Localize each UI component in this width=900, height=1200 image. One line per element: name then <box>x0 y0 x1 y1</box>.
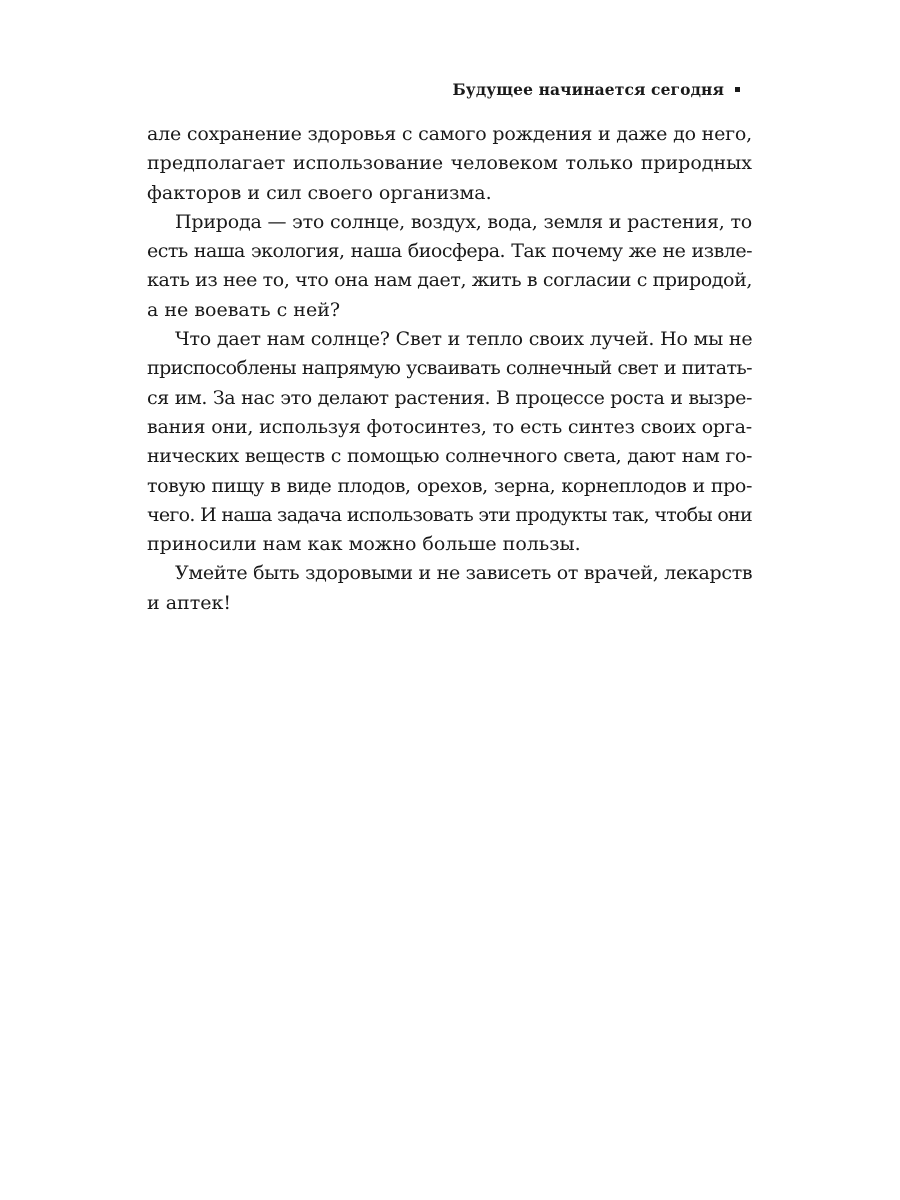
text-line: Что дает нам солнце? Свет и тепло своих лучей. Но мы не <box>175 328 753 351</box>
text-line: Умейте быть здоровыми и не зависеть от врачей, лекарств <box>175 562 753 585</box>
text-line: нических веществ с помощью солнечного света, дают нам го- <box>147 445 752 468</box>
body-text <box>147 120 752 618</box>
running-title: Будущее начинается сегодня <box>452 80 724 99</box>
text-line: але сохранение здоровья с самого рождения и даже до него, <box>147 123 752 145</box>
text-line: кать из нее то, что она нам дает, жить в согласии с природой, <box>147 269 752 292</box>
text-line: факторов и сил своего организма. <box>147 181 492 204</box>
text-line: вания они, используя фотосинтез, то есть синтез своих орга- <box>147 415 752 438</box>
text-line: приспособлены напрямую усваивать солнечный свет и питать- <box>147 357 752 380</box>
text-line: ся им. За нас это делают растения. В процессе роста и вызре- <box>147 386 752 409</box>
text-line: есть наша экология, наша биосфера. Так почему же не извле- <box>147 240 752 263</box>
text-line: а не воевать с ней? <box>147 298 341 321</box>
text-line: Природа — это солнце, воздух, вода, земля и растения, то <box>175 210 752 233</box>
text-line: предполагает использование человеком только природных <box>147 152 752 175</box>
text-line: приносили нам как можно больше пользы. <box>147 533 581 556</box>
header-square-marker <box>735 87 740 92</box>
running-header <box>452 80 740 99</box>
text-line: товую пищу в виде плодов, орехов, зерна, корнеплодов и про- <box>147 474 752 497</box>
text-line: чего. И наша задача использовать эти продукты так, чтобы они <box>147 503 752 526</box>
text-line: и аптек! <box>147 591 231 614</box>
